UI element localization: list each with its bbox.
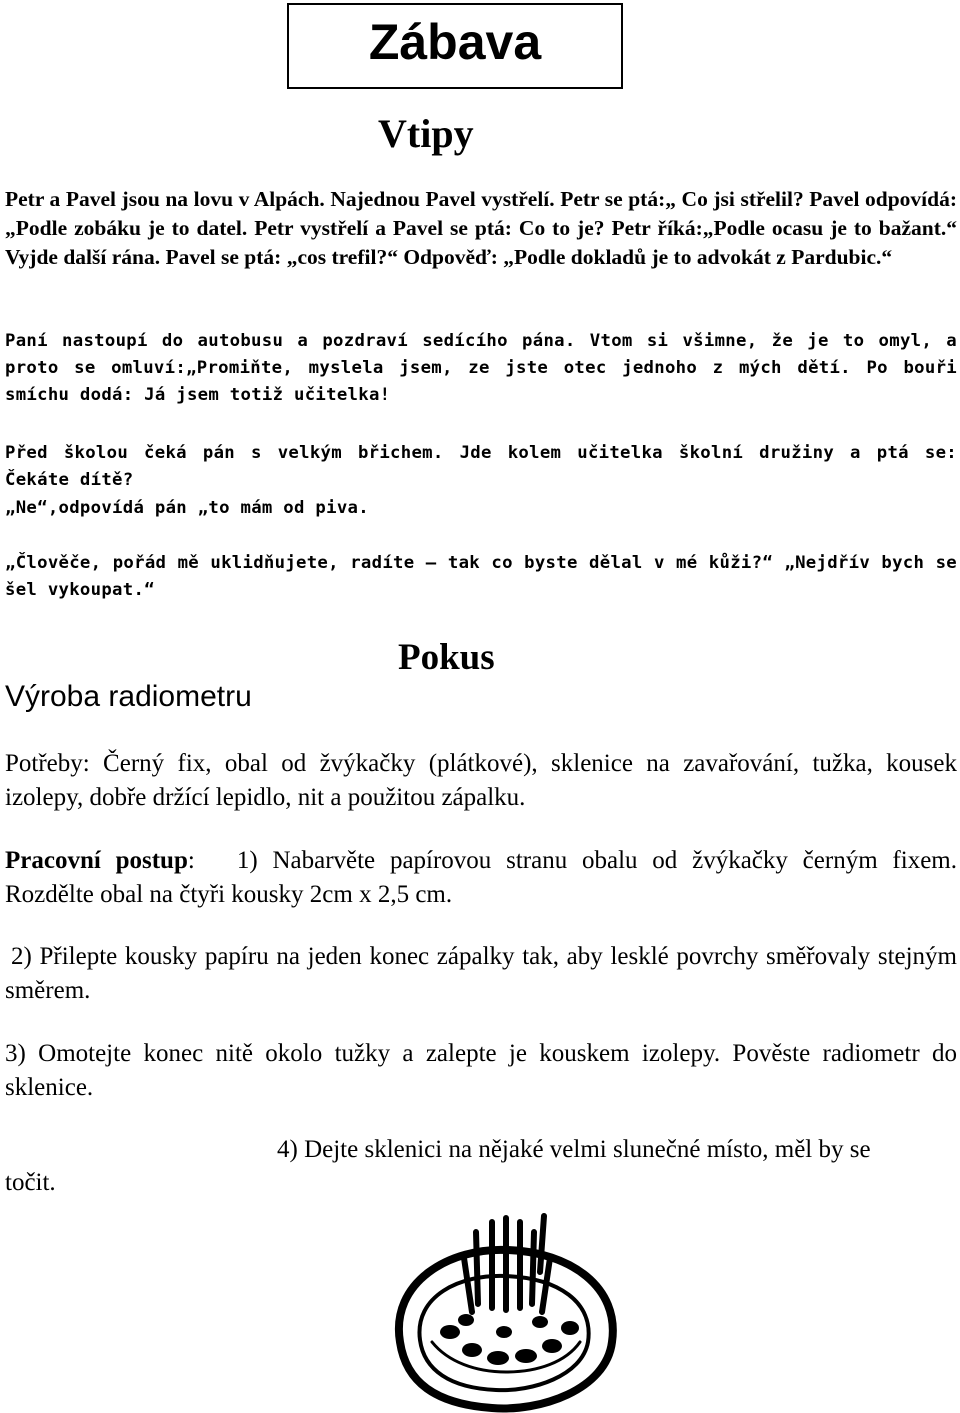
joke-3-line-1: Před školou čeká pán s velkým břichem. Jde kolem učitelka školní družiny a ptá se: Čekáte dítě? — [5, 443, 957, 490]
experiment-subheading: Výroba radiometru — [5, 680, 252, 713]
step-4: 4) Dejte sklenici na nějaké velmi slunečné místo, měl by se — [277, 1136, 871, 1163]
step-3: 3) Omotejte konec nitě okolo tužky a zalepte je kouskem izolepy. Pověste radiometr do sklenice. — [5, 1040, 957, 1101]
procedure-label: Pracovní postup — [5, 847, 188, 874]
joke-2: Paní nastoupí do autobusu a pozdraví sedícího pána. Vtom si všimne, že je to omyl, a proto se omluví:„Promiňte, myslela jsem, ze jste otec jednoho z mých dětí. Po bouři smíchu dodá: Já jsem totiž učitelka! — [5, 331, 957, 405]
joke-1: Petr a Pavel jsou na lovu v Alpách. Najednou Pavel vystřelí. Petr se ptá:„ Co jsi střelil? Pavel odpovídá: „Podle zobáku je to datel. Petr vystřelí a Pavel se ptá: Co to je? Petr říká:„Podle ocasu je to bažant.“ Vyjde další rána. Pavel se ptá: „cos trefil?“ Odpověď: „Podle dokladů je to advokát z Pardubic.“ — [5, 187, 957, 269]
page-title: Zábava — [368, 14, 542, 70]
procedure-paragraph — [5, 844, 957, 912]
step-4-end: točit. — [5, 1169, 56, 1196]
joke-4: „Člověče, pořád mě uklidňujete, radíte – tak co byste dělal v mé kůži?“ „Nejdřív bych se šel vykoupat.“ — [5, 553, 957, 600]
experiment-heading: Pokus — [398, 637, 495, 678]
jokes-heading: Vtipy — [378, 111, 474, 156]
step-1: 1) Nabarvěte papírovou stranu obalu od žvýkačky černým fixem. Rozdělte obal na čtyři kousky 2cm x 2,5 cm. — [5, 847, 957, 908]
step-2: 2) Přilepte kousky papíru na jeden konec zápalky tak, aby lesklé povrchy směřovaly stejným směrem. — [5, 943, 957, 1004]
joke-3-line-2: „Ne“,odpovídá pán „to mám od piva. — [5, 498, 369, 518]
needs-paragraph: Potřeby: Černý fix, obal od žvýkačky (plátkové), sklenice na zavařování, tužka, kousek izolepy, dobře držící lepidlo, nit a použitou zápalku. — [5, 750, 957, 811]
procedure-colon: : — [187, 847, 195, 874]
cake-with-candles-icon — [380, 1192, 630, 1413]
